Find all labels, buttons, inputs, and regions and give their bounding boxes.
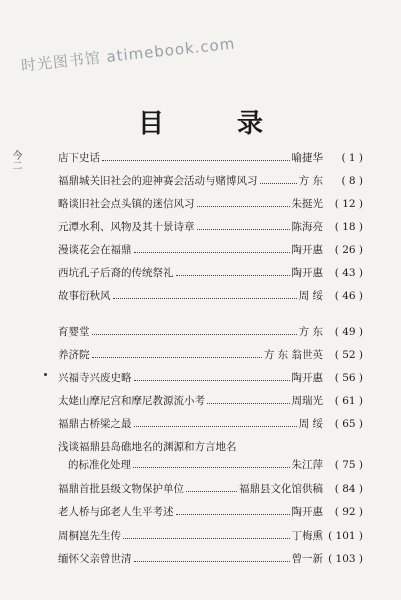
toc-entry[interactable] (58, 265, 363, 279)
toc-entry-page: ( 56 ) (334, 372, 363, 384)
toc-entry-page: ( 18 ) (334, 221, 363, 233)
toc-entry-title: 的标准化处理 (68, 459, 131, 471)
leader-dots (197, 206, 290, 207)
toc-entry-title: 缅怀父亲曾世清 (58, 553, 132, 565)
toc-entry-author: 朱挺光 (291, 198, 323, 210)
toc-entry[interactable] (58, 173, 363, 187)
toc-entry-title: 略谈旧社会点头镇的迷信风习 (58, 198, 195, 210)
toc-entry-page: ( 101 ) (328, 530, 363, 542)
toc-entry-title: 育婴堂 (58, 326, 90, 338)
toc-entry[interactable] (58, 551, 363, 565)
toc-entry-title: 兴福寺兴废史略 (58, 372, 132, 384)
toc-entry-page: ( 84 ) (334, 483, 363, 495)
leader-dots (207, 403, 290, 404)
watermark: 时光图书馆 atimebook.com (20, 34, 237, 75)
toc-entry[interactable] (58, 347, 363, 361)
leader-dots (133, 467, 290, 468)
toc-entry-page: ( 65 ) (334, 418, 363, 430)
toc-entry-page: ( 103 ) (328, 553, 363, 565)
toc-entry[interactable] (58, 242, 363, 256)
leader-dots (197, 229, 290, 230)
leader-dots (176, 275, 290, 276)
toc-entry-author: 周 绥 (298, 418, 323, 430)
toc-entry-page: ( 8 ) (341, 175, 363, 187)
margin-note: 今二 (10, 150, 21, 170)
toc-entry-title: 漫谈花会在福鼎 (58, 244, 132, 256)
leader-dots (260, 183, 297, 184)
toc-entry-author: 陶开惠 (291, 267, 323, 279)
toc-entry-author: 陶开惠 (291, 506, 323, 518)
toc-entry-title: 福鼎首批县级文物保护单位 (58, 483, 184, 495)
leader-dots (123, 538, 290, 539)
toc-entry-title: 故事衍秋风 (58, 290, 111, 302)
leader-dots (102, 160, 290, 161)
leader-dots (92, 334, 297, 335)
toc-entry-title: 福鼎城关旧社会的迎神赛会活动与赌博风习 (58, 175, 258, 187)
leader-dots (134, 561, 290, 562)
toc-entry[interactable] (58, 393, 363, 407)
toc-entry-page: ( 75 ) (334, 459, 363, 471)
margin-dot (44, 373, 47, 376)
leader-dots (113, 298, 297, 299)
toc-entry-page: ( 43 ) (334, 267, 363, 279)
toc-entry-page: ( 1 ) (341, 152, 363, 164)
leader-dots (134, 426, 297, 427)
toc-entry[interactable] (58, 528, 363, 542)
toc-entry-page: ( 46 ) (334, 290, 363, 302)
toc-entry-author: 喻捷华 (291, 152, 323, 164)
toc-entry-author: 周瑞光 (291, 395, 323, 407)
toc-entry-author: 方 东 (298, 175, 323, 187)
toc-entry-author: 周 绥 (298, 290, 323, 302)
toc-entry-title: 福鼎古桥梁之最 (58, 418, 132, 430)
toc-entry-author: 陶开惠 (291, 244, 323, 256)
toc-entry[interactable] (58, 288, 363, 302)
leader-dots (186, 491, 237, 492)
leader-dots (176, 514, 290, 515)
toc-entry[interactable] (58, 150, 363, 164)
toc-entry[interactable] (58, 196, 363, 210)
toc-entry-author: 陈海亮 (291, 221, 323, 233)
toc-entry[interactable] (58, 370, 363, 384)
toc-entry-page: ( 61 ) (334, 395, 363, 407)
leader-dots (92, 357, 262, 358)
toc-entry[interactable] (58, 481, 363, 495)
toc-entry-author: 丁梅熏 (291, 530, 323, 542)
toc-entry-title: 太姥山摩尼宫和摩尼教源流小考 (58, 395, 205, 407)
toc-entry-title: 元潭水利、风物及其十景诗章 (58, 221, 195, 233)
toc-entry-page: ( 52 ) (334, 349, 363, 361)
toc-entry-title: 老人桥与邱老人生平考述 (58, 506, 174, 518)
toc-entry-page: ( 92 ) (334, 506, 363, 518)
toc-entry-page: ( 26 ) (334, 244, 363, 256)
toc-entry[interactable] (58, 324, 363, 338)
leader-dots (134, 252, 290, 253)
toc-entry-author: 方 东 (298, 326, 323, 338)
toc-entry[interactable] (58, 504, 363, 518)
toc-entry-title: 周桐崑先生传 (58, 530, 121, 542)
toc-entry[interactable] (58, 416, 363, 430)
toc-entry-author: 陶开惠 (291, 372, 323, 384)
toc-entry-title-line1[interactable]: 浅谈福鼎县岛礁地名的渊源和方言地名 (58, 441, 237, 453)
toc-entry-title: 西坑孔子后裔的传统祭礼 (58, 267, 174, 279)
toc-entry[interactable] (58, 457, 363, 471)
toc-entry-page: ( 49 ) (334, 326, 363, 338)
toc-entry-author: 福鼎县文化馆供稿 (239, 483, 323, 495)
page-title: 目 录 (137, 109, 296, 139)
toc-entry-title: 养济院 (58, 349, 90, 361)
toc-entry-author: 曾一新 (291, 553, 323, 565)
toc-entry-title: 店下史话 (58, 152, 100, 164)
toc-entry-author: 方 东 翁世英 (263, 349, 323, 361)
leader-dots (134, 380, 290, 381)
toc-entry[interactable] (58, 219, 363, 233)
toc-entry-author: 朱江萍 (291, 459, 323, 471)
toc-entry-page: ( 12 ) (334, 198, 363, 210)
